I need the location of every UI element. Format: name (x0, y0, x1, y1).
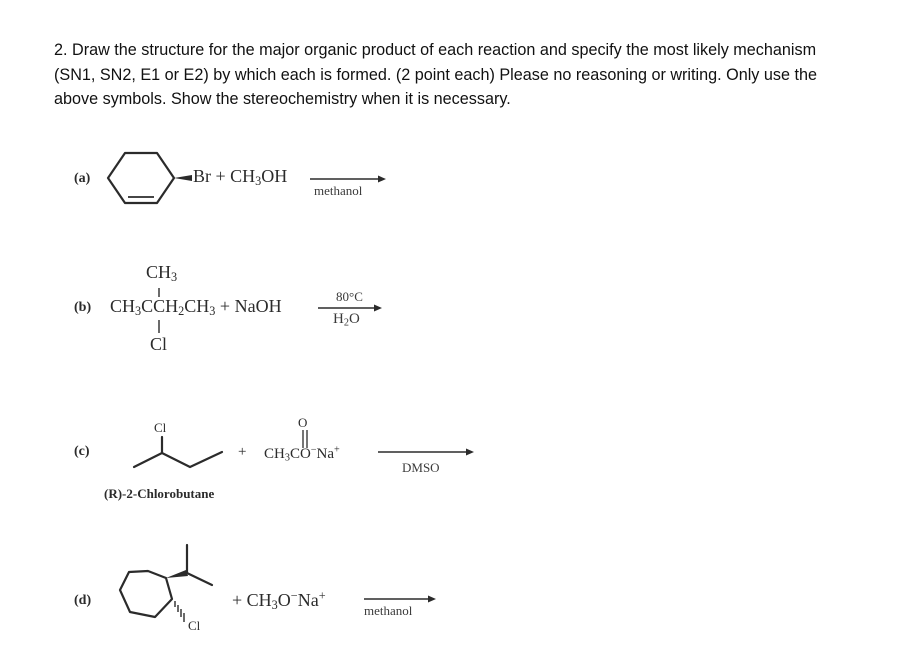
reaction-c-solvent: DMSO (402, 460, 440, 475)
question-text: 2. Draw the structure for the major organic product of each reaction and specify the most likely mechanism (SN1, SN2, E1 or E2) by which each is formed. (2 point each) Please no reasoning or writing. Only use the above symbols. Show the stereochemistry when it is necessary. (54, 41, 817, 108)
methyl-group: $CH_3$ (146, 262, 178, 285)
chloro-substituent: Cl (188, 618, 201, 633)
plus-sign: + (238, 444, 247, 460)
plus-sign: + (215, 166, 226, 186)
reaction-d-arrow (364, 596, 436, 603)
chloro-substituent: Cl (154, 420, 167, 435)
reaction-c-arrow (378, 449, 474, 456)
chloro-substituent: Cl (150, 334, 168, 354)
carbonyl-oxygen: O (298, 415, 308, 430)
reagent-naoh: NaOH (234, 296, 282, 316)
substrate-formula: $CH_3CCH_2CH_3$ (110, 296, 216, 319)
reaction-a-arrow (310, 176, 386, 183)
reaction-a-equation (193, 166, 287, 187)
reagent-methanol: $CH_3OH$ (230, 166, 288, 189)
leaving-group-br: Br (193, 166, 211, 186)
reaction-a-condition: methanol (314, 183, 363, 198)
reaction-b-equation (110, 296, 282, 317)
plus-sign: + (219, 296, 231, 316)
plus-sign: + (232, 590, 243, 610)
reaction-b-label: (b) (74, 300, 92, 315)
reaction-d-equation (232, 590, 326, 611)
reaction-b-temperature: 80°C (336, 289, 363, 304)
wedge-bond-d (166, 570, 188, 578)
hashed-bond-d (175, 601, 184, 622)
reagent-sodium-methoxide: $CH_3O^-Na^+$ (246, 588, 326, 613)
reaction-a-label: (a) (74, 171, 91, 186)
compound-name: (R)-2-Chlorobutane (104, 486, 215, 501)
chlorobutane-skeleton (134, 437, 222, 467)
reaction-b-solvent: $H_2O$ (333, 311, 360, 329)
cyclohexane-ring (120, 571, 172, 617)
reaction-d-label: (d) (74, 593, 92, 608)
reaction-d-condition: methanol (364, 603, 413, 618)
reaction-c-label: (c) (74, 444, 90, 459)
isopropyl-group (187, 545, 212, 585)
wedge-bond-a (174, 175, 192, 181)
reagent-sodium-acetate: $CH_3CO^-Na^+$ (264, 444, 340, 464)
cyclohexene-ring (108, 153, 174, 203)
